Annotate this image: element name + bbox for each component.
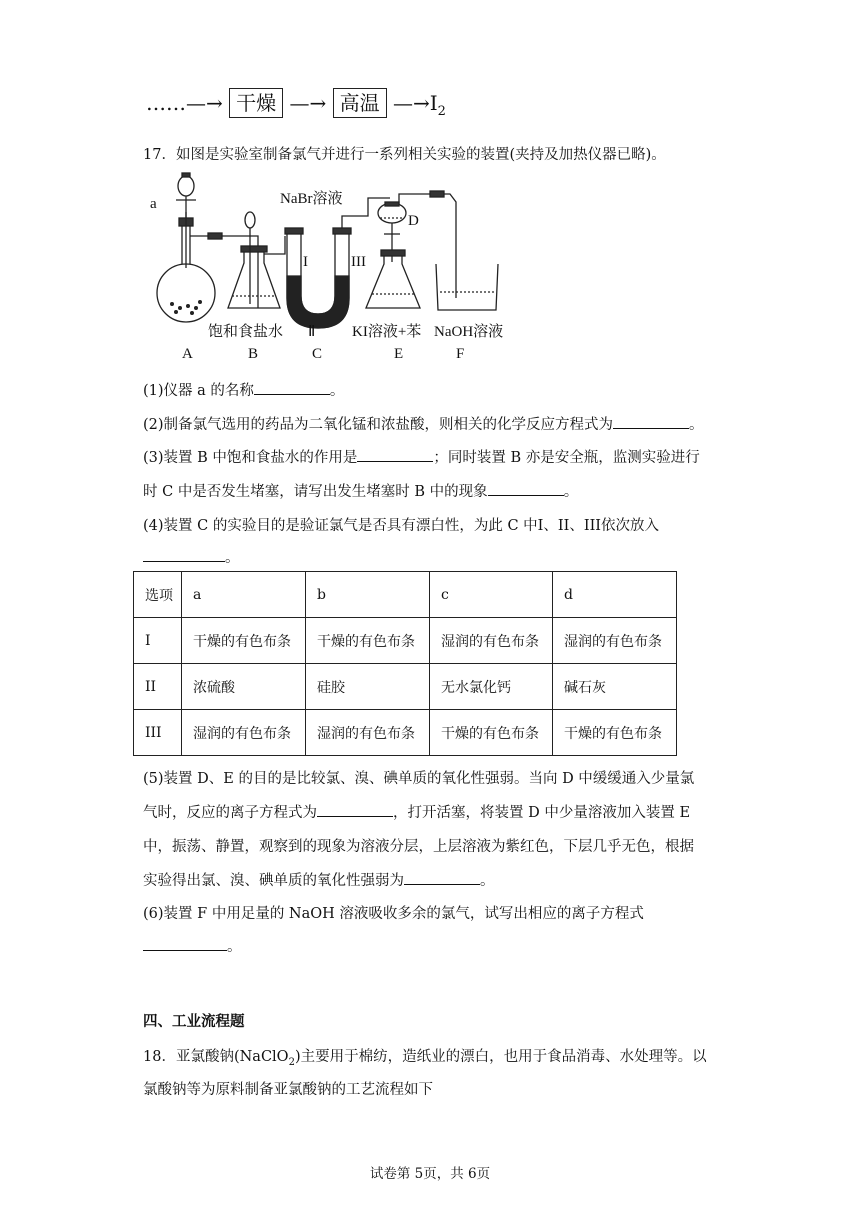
answer-blank[interactable] xyxy=(357,447,433,462)
q17-part3-line2 xyxy=(143,480,578,501)
table-cell: 浓硫酸 xyxy=(182,664,306,710)
q17-part2-text: (2)制备氯气选用的药品为二氧化锰和浓盐酸，则相关的化学反应方程式为 xyxy=(143,417,614,433)
q17-part2 xyxy=(143,413,704,434)
table-cell: 湿润的有色布条 xyxy=(182,710,306,756)
q17-part4-end: 。 xyxy=(225,550,240,566)
q17-part5-text-d: 实验得出氯、溴、碘单质的氧化性强弱为 xyxy=(143,873,404,889)
q18-line1 xyxy=(143,1045,707,1068)
answer-blank[interactable] xyxy=(254,380,330,395)
flow-box-high-temp: 高温 xyxy=(333,88,387,118)
label-a: a xyxy=(150,196,157,212)
table-cell: 干燥的有色布条 xyxy=(182,618,306,664)
q17-part6-line1: (6)装置 F 中用足量的 NaOH 溶液吸收多余的氯气，试写出相应的离子方程式 xyxy=(143,906,644,922)
label-saline: 饱和食盐水 xyxy=(208,324,284,340)
table-cell: b xyxy=(306,572,430,618)
q17-part3-text-b: ；同时装置 B 亦是安全瓶，监测实验进行 xyxy=(433,450,700,466)
label-II: Ⅱ xyxy=(308,324,316,340)
section-heading: 四、工业流程题 xyxy=(143,1013,245,1030)
flow-arrow-2: —→ xyxy=(289,91,327,115)
flow-line xyxy=(146,88,446,119)
table-cell: a xyxy=(182,572,306,618)
table-cell: II xyxy=(134,664,182,710)
label-ki: KI溶液+苯 xyxy=(352,324,422,340)
table-cell: 湿润的有色布条 xyxy=(306,710,430,756)
q17-intro: 17．如图是实验室制备氯气并进行一系列相关实验的装置(夹持及加热仪器已略)。 xyxy=(143,147,666,163)
table-cell: I xyxy=(134,618,182,664)
flow-arrow-1: —→ xyxy=(186,91,223,115)
q17-part5-end: 。 xyxy=(480,873,495,889)
label-I: I xyxy=(303,254,308,270)
letter-F: F xyxy=(456,346,465,362)
table-cell: III xyxy=(134,710,182,756)
q17-part5-text-b2: ，打开活塞，将装置 D 中少量溶液加入装置 E xyxy=(393,805,691,821)
table-row xyxy=(134,710,677,756)
page-footer: 试卷第 5页，共 6页 xyxy=(369,1166,491,1182)
answer-blank[interactable] xyxy=(613,414,689,429)
q17-part2-end: 。 xyxy=(689,417,704,433)
table-header-row xyxy=(134,572,677,618)
table-row xyxy=(134,664,677,710)
q17-part5-line4 xyxy=(143,869,495,890)
label-III: III xyxy=(351,254,366,270)
letter-E: E xyxy=(394,346,404,362)
q17-part1-text: (1)仪器 a 的名称 xyxy=(143,383,254,399)
q17-part1 xyxy=(143,379,344,400)
q17-part3-end: 。 xyxy=(563,484,579,500)
q17-part6-end: 。 xyxy=(227,939,242,955)
answer-blank[interactable] xyxy=(317,802,393,817)
q18-text-a2: )主要用于棉纺，造纸业的漂白，也用于食品消毒、水处理等。以 xyxy=(294,1049,707,1065)
options-table xyxy=(133,571,677,756)
table-cell: 干燥的有色布条 xyxy=(553,710,677,756)
label-nabr: NaBr溶液 xyxy=(280,191,343,207)
table-cell: 硅胶 xyxy=(306,664,430,710)
label-naoh: NaOH溶液 xyxy=(434,324,504,340)
letter-B: B xyxy=(248,346,259,362)
q17-part1-end: 。 xyxy=(329,383,345,399)
q17-part3-text-c: 时 C 中是否发生堵塞，请写出发生堵塞时 B 中的现象 xyxy=(143,484,488,500)
answer-blank[interactable] xyxy=(404,870,480,885)
answer-blank[interactable] xyxy=(143,547,225,562)
q17-part5-text-b: 气时，反应的离子方程式为 xyxy=(143,805,317,821)
label-d: D xyxy=(408,213,419,229)
answer-blank[interactable] xyxy=(488,481,564,496)
table-cell: 干燥的有色布条 xyxy=(430,710,553,756)
q18-line2: 氯酸钠等为原料制备亚氯酸钠的工艺流程如下 xyxy=(143,1082,433,1098)
flow-product-sub: 2 xyxy=(437,104,446,119)
table-cell: 碱石灰 xyxy=(553,664,677,710)
q18-sub: 2 xyxy=(288,1056,295,1068)
table-cell: 选项 xyxy=(134,572,182,618)
flow-box-dry: 干燥 xyxy=(229,88,283,118)
table-cell: d xyxy=(553,572,677,618)
q17-part3-line1 xyxy=(143,446,700,467)
q17-part3-text-a: (3)装置 B 中饱和食盐水的作用是 xyxy=(143,450,358,466)
table-cell: 湿润的有色布条 xyxy=(430,618,553,664)
table-cell: 无水氯化钙 xyxy=(430,664,553,710)
q17-part5-line1: (5)装置 D、E 的目的是比较氯、溴、碘单质的氧化性强弱。当向 D 中缓缓通入少量氯 xyxy=(143,771,695,787)
letter-C: C xyxy=(312,346,323,362)
table-cell: 湿润的有色布条 xyxy=(553,618,677,664)
table-cell: c xyxy=(430,572,553,618)
flow-product: I xyxy=(429,91,438,115)
q17-part5-line2 xyxy=(143,801,690,822)
table-row xyxy=(134,618,677,664)
answer-blank[interactable] xyxy=(143,936,227,951)
apparatus-figure xyxy=(140,168,520,364)
q18-text-a: 18．亚氯酸钠(NaClO xyxy=(143,1049,289,1065)
q17-part5-line3: 中，振荡、静置，观察到的现象为溶液分层，上层溶液为紫红色，下层几乎无色，根据 xyxy=(143,839,694,855)
q17-part4-line2 xyxy=(143,546,240,567)
letter-A: A xyxy=(182,346,193,362)
table-cell: 干燥的有色布条 xyxy=(306,618,430,664)
q17-part4-line1: (4)装置 C 的实验目的是验证氯气是否具有漂白性，为此 C 中I、II、III依次放入 xyxy=(143,518,660,534)
flow-arrow-3: —→ xyxy=(392,91,430,115)
q17-part6-line2 xyxy=(143,935,242,956)
flow-dots: …… xyxy=(146,91,186,115)
